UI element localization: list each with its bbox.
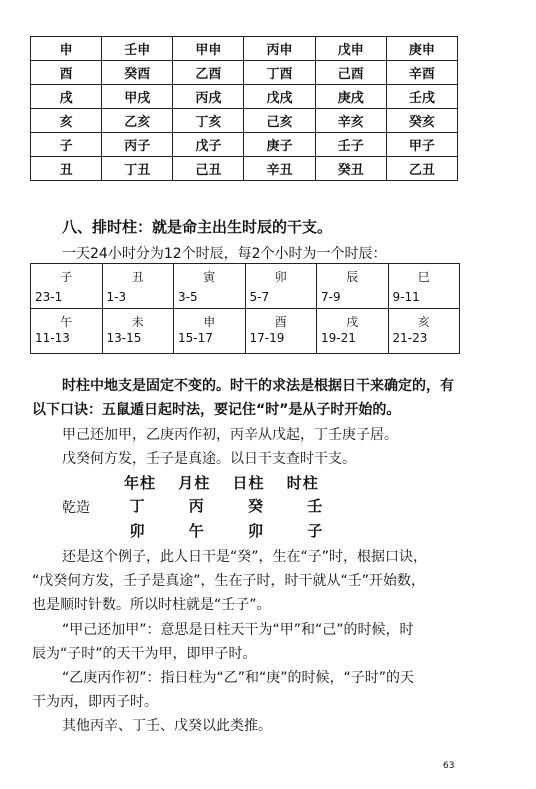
- pillar-branch: 卯: [247, 522, 263, 540]
- stem-branch-cell: 丙申: [244, 37, 315, 61]
- stem-branch-cell: 甲子: [386, 133, 457, 157]
- pillar-branch: 子: [307, 522, 323, 540]
- stem-branch-cell: 戊子: [173, 133, 244, 157]
- branch-name: 卯: [274, 270, 287, 284]
- branch-cell: 丑: [31, 157, 102, 181]
- section-heading: 八、排时柱：就是命主出生时辰的干支。: [62, 218, 333, 236]
- hour-range: 1-3: [106, 290, 127, 304]
- table-row: [31, 157, 458, 181]
- stem-branch-cell: 丁酉: [244, 61, 315, 85]
- table-row: [31, 37, 458, 61]
- pillar-branch: 午: [188, 522, 204, 540]
- stem-branch-cell: 己酉: [315, 61, 386, 85]
- branch-name: 未: [131, 315, 144, 329]
- hour-cell: [174, 264, 246, 309]
- rule-text-line-1: 时柱中地支是固定不变的。时干的求法是根据日干来确定的，有: [62, 378, 454, 394]
- explanation-line: 还是这个例子，此人日干是“癸”，生在“子”时，根据口诀，: [62, 549, 428, 565]
- stem-branch-cell: 庚子: [244, 133, 315, 157]
- stem-branch-cell: 己丑: [173, 157, 244, 181]
- branch-name: 子: [60, 270, 73, 284]
- pillar-header: 月柱: [178, 474, 211, 492]
- hour-row: [31, 264, 460, 309]
- table-row: [31, 109, 458, 133]
- hour-cell: [102, 309, 174, 354]
- branch-name: 酉: [274, 315, 287, 329]
- stem-branch-cell: 丙子: [102, 133, 173, 157]
- hour-cell: [102, 264, 174, 309]
- stem-branch-cell: 壬申: [102, 37, 173, 61]
- stem-branch-cell: 丁丑: [102, 157, 173, 181]
- stem-branch-cell: 己亥: [244, 109, 315, 133]
- hour-range: 9-11: [392, 290, 420, 304]
- table-row: [31, 133, 458, 157]
- hour-range: 19-21: [321, 331, 356, 345]
- table-row: [31, 61, 458, 85]
- explanation-line: “乙庚丙作初”：指日柱为“乙”和“庚”的时候，“子时”的天: [62, 670, 415, 686]
- explanation-line: 辰为“子时”的天干为甲，即甲子时。: [32, 646, 257, 662]
- pillar-stem: 壬: [307, 497, 323, 515]
- hour-range: 17-19: [249, 331, 285, 345]
- stem-branch-cell: 丙戌: [173, 85, 244, 109]
- stem-branch-cell: 壬戌: [386, 85, 457, 109]
- branch-name: 申: [203, 315, 216, 329]
- hour-cell: [174, 309, 246, 354]
- hour-cell: [317, 264, 389, 309]
- stem-branch-cell: 癸亥: [386, 109, 457, 133]
- branch-cell: 申: [31, 37, 102, 61]
- table-row: [31, 85, 458, 109]
- pillar-branch: 卯: [129, 522, 145, 540]
- stem-branch-cell: 乙亥: [102, 109, 173, 133]
- pillar-branches-row: [110, 520, 342, 541]
- branch-name: 午: [60, 315, 73, 329]
- hour-range: 11-13: [35, 331, 70, 345]
- explanation-line: 干为丙，即丙子时。: [32, 694, 158, 710]
- verse-line-1: 甲己还加甲，乙庚丙作初，丙辛从戊起，丁壬庚子居。: [62, 427, 398, 443]
- branch-name: 亥: [417, 315, 430, 329]
- chart-label: 乾造: [62, 500, 90, 516]
- branch-cell: 酉: [31, 61, 102, 85]
- hour-range: 7-9: [321, 290, 341, 304]
- rule-text-line-2: 以下口诀：五鼠遁日起时法，要记住“时”是从子时开始的。: [32, 402, 401, 418]
- branch-name: 丑: [131, 270, 144, 284]
- branch-name: 辰: [346, 270, 359, 284]
- stem-branch-cell: 乙酉: [173, 61, 244, 85]
- stem-branch-table: [30, 36, 458, 181]
- stem-branch-cell: 辛酉: [386, 61, 457, 85]
- pillar-header-row: [116, 472, 327, 493]
- branch-name: 巳: [417, 270, 430, 284]
- hour-row: [31, 309, 460, 354]
- stem-branch-cell: 甲戌: [102, 85, 173, 109]
- explanation-line: 也是顺时针数。所以时柱就是“壬子”。: [32, 597, 271, 613]
- hour-cell: [245, 264, 317, 309]
- hour-cell: [388, 264, 460, 309]
- section-intro: 一天24小时分为12个时辰，每2个小时为一个时辰：: [62, 246, 387, 262]
- page-number: 63: [443, 761, 455, 771]
- hour-range: 23-1: [35, 290, 63, 304]
- verse-line-2: 戊癸何方发，壬子是真途。以日干支查时干支。: [62, 451, 356, 467]
- pillar-header: 年柱: [123, 474, 156, 492]
- hour-cell: [317, 309, 389, 354]
- stem-branch-cell: 甲申: [173, 37, 244, 61]
- hour-cell: [388, 309, 460, 354]
- explanation-line: “戊癸何方发，壬子是真途”，生在子时，时干就从“壬”开始数，: [32, 573, 426, 589]
- stem-branch-cell: 壬子: [315, 133, 386, 157]
- pillar-header: 时柱: [286, 474, 319, 492]
- stem-branch-cell: 乙丑: [386, 157, 457, 181]
- hour-cell: [245, 309, 317, 354]
- explanation-line: “甲己还加甲”：意思是日柱天干为“甲”和“己”的时候，时: [62, 622, 414, 638]
- pillar-stems-row: [110, 495, 342, 516]
- stem-branch-cell: 庚戌: [315, 85, 386, 109]
- stem-branch-cell: 辛丑: [244, 157, 315, 181]
- hour-table: [30, 263, 460, 354]
- stem-branch-cell: 戊申: [315, 37, 386, 61]
- pillar-header: 日柱: [232, 474, 265, 492]
- branch-cell: 子: [31, 133, 102, 157]
- hour-range: 5-7: [249, 290, 270, 304]
- explanation-line: 其他丙辛、丁壬、戊癸以此类推。: [62, 718, 272, 734]
- pillar-stem: 丙: [188, 497, 204, 515]
- stem-branch-cell: 癸丑: [315, 157, 386, 181]
- branch-cell: 亥: [31, 109, 102, 133]
- hour-cell: [31, 264, 103, 309]
- pillar-stem: 丁: [129, 497, 145, 515]
- hour-range: 15-17: [178, 331, 213, 345]
- stem-branch-cell: 丁亥: [173, 109, 244, 133]
- hour-cell: [31, 309, 103, 354]
- hour-range: 13-15: [106, 331, 142, 345]
- stem-branch-cell: 戊戌: [244, 85, 315, 109]
- stem-branch-cell: 庚申: [386, 37, 457, 61]
- branch-cell: 戌: [31, 85, 102, 109]
- stem-branch-cell: 辛亥: [315, 109, 386, 133]
- hour-range: 3-5: [178, 290, 198, 304]
- branch-name: 戌: [346, 315, 359, 329]
- branch-name: 寅: [203, 270, 216, 284]
- pillar-stem: 癸: [247, 497, 263, 515]
- hour-range: 21-23: [392, 331, 428, 345]
- stem-branch-cell: 癸酉: [102, 61, 173, 85]
